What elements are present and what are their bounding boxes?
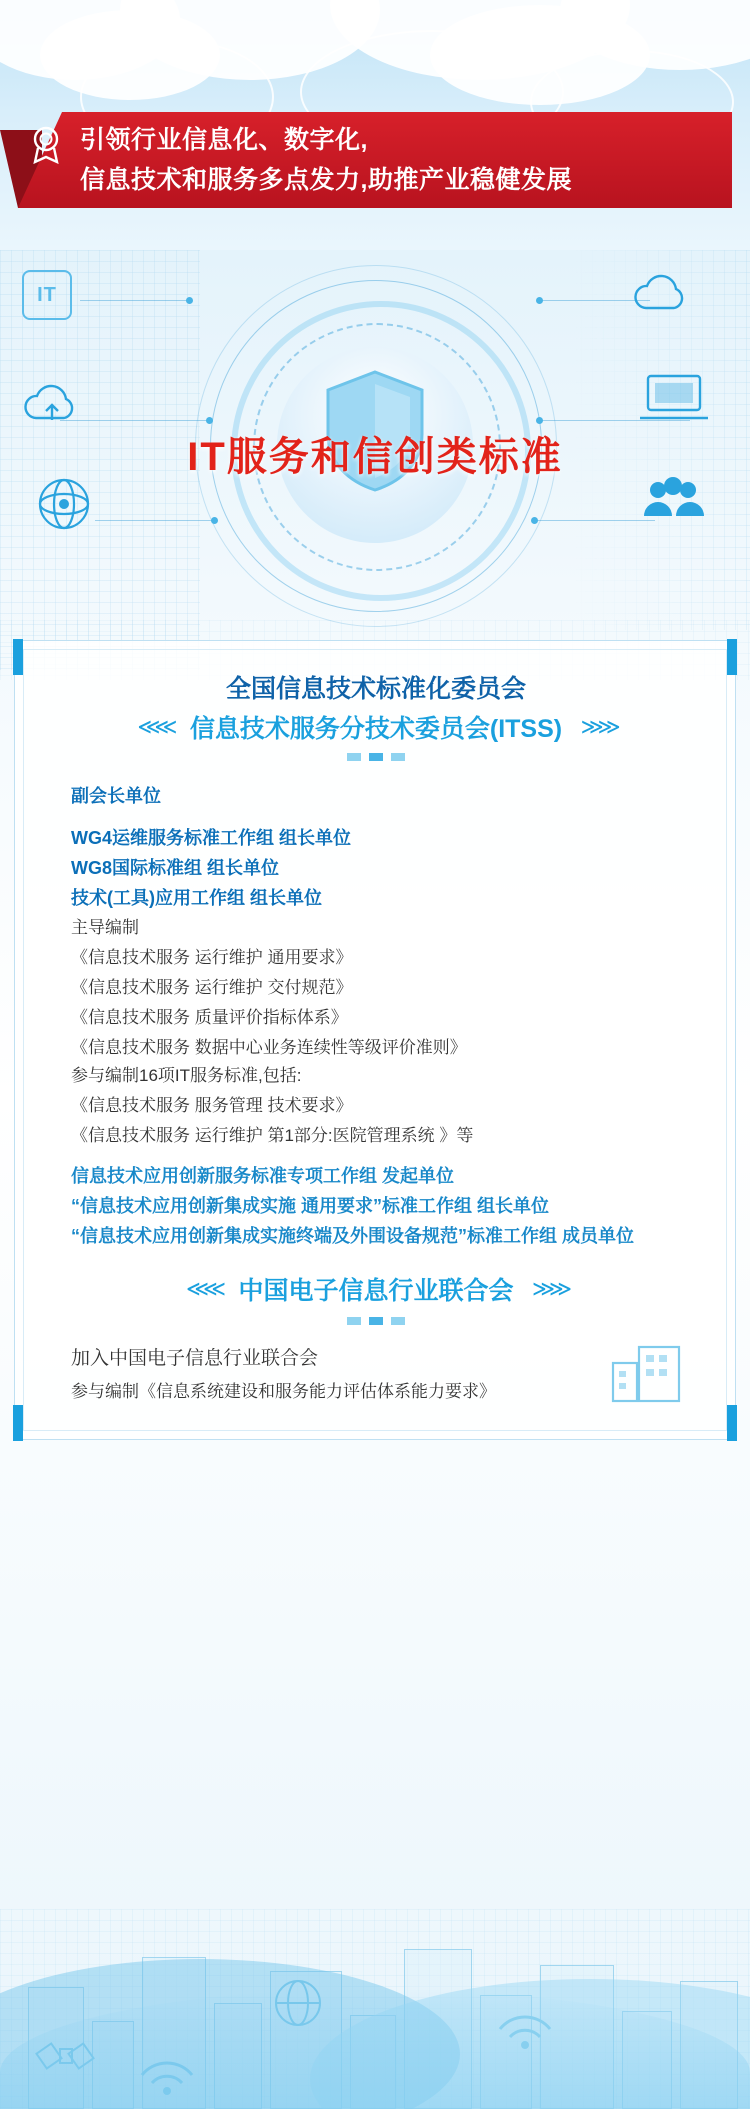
standard-item: 《信息技术服务 运行维护 通用要求》 xyxy=(71,948,353,967)
chevron-right-icon: ≫≫ xyxy=(531,1276,567,1301)
connector-node xyxy=(186,297,193,304)
participate-block xyxy=(71,1061,691,1151)
role-item: WG4运维服务标准工作组 组长单位 xyxy=(71,828,352,848)
spacer xyxy=(71,811,691,823)
connector-node xyxy=(536,417,543,424)
divider-square xyxy=(347,1317,361,1325)
ribbon-seal-icon xyxy=(26,124,66,164)
standard-item: 《信息技术服务 运行维护 交付规范》 xyxy=(71,978,353,997)
connector-line xyxy=(80,300,190,301)
headline-text xyxy=(80,120,720,200)
connector-line xyxy=(95,520,215,521)
organization-subtitle: 信息技术服务分技术委员会(ITSS) xyxy=(189,715,563,743)
standard-item: 《信息技术服务 服务管理 技术要求》 xyxy=(71,1096,353,1115)
square-divider xyxy=(15,753,737,761)
chevron-right-icon: ≫≫ xyxy=(580,714,615,739)
section2-items-block xyxy=(71,1341,691,1407)
connector-node xyxy=(536,297,543,304)
square-divider xyxy=(15,1317,737,1325)
chevron-left-icon: ≪≪ xyxy=(185,1276,221,1301)
standard-item: 《信息技术服务 运行维护 第1部分:医院管理系统 》等 xyxy=(71,1126,474,1145)
participate-label: 参与编制16项IT服务标准,包括: xyxy=(71,1066,302,1085)
divider-square xyxy=(391,753,405,761)
hero-graphic xyxy=(0,250,750,650)
section2-item: 加入中国电子信息行业联合会 xyxy=(71,1348,319,1369)
roles-block xyxy=(71,781,691,913)
hero-title: IT服务和信创类标准 xyxy=(187,435,563,479)
laptop-icon xyxy=(636,368,712,428)
role-item: 副会长单位 xyxy=(71,786,161,806)
headline-ribbon xyxy=(0,112,750,208)
divider-square xyxy=(347,753,361,761)
headline-line-2: 信息技术和服务多点发力,助推产业稳健发展 xyxy=(80,166,572,194)
connector-node xyxy=(531,517,538,524)
xinchuang-block xyxy=(71,1161,691,1251)
it-badge: IT xyxy=(22,270,72,320)
section2-title: 中国电子信息行业联合会 xyxy=(238,1277,514,1305)
card-corner-accent xyxy=(13,1405,23,1441)
section2-title-row xyxy=(15,1271,737,1307)
role-item: WG8国际标准组 组长单位 xyxy=(71,858,280,878)
section2-item: 参与编制《信息系统建设和服务能力评估体系能力要求》 xyxy=(71,1382,496,1401)
organization-title: 全国信息技术标准化委员会 xyxy=(225,675,526,703)
standard-item: 《信息技术服务 质量评价指标体系》 xyxy=(71,1008,348,1027)
connector-node xyxy=(211,517,218,524)
city-silhouette xyxy=(0,1809,750,2109)
standard-item: 《信息技术服务 数据中心业务连续性等级评价准则》 xyxy=(71,1038,467,1057)
lead-standards-block xyxy=(71,913,691,1063)
content-card xyxy=(14,640,736,1440)
headline-line-1: 引领行业信息化、数字化, xyxy=(80,126,368,154)
xinchuang-item: “信息技术应用创新集成实施终端及外围设备规范”标准工作组 成员单位 xyxy=(71,1226,634,1246)
divider-square xyxy=(369,1317,383,1325)
xinchuang-item: “信息技术应用创新集成实施 通用要求”标准工作组 组长单位 xyxy=(71,1196,549,1216)
cloud-icon xyxy=(630,268,694,316)
chevron-left-icon: ≪≪ xyxy=(137,714,172,739)
lead-label: 主导编制 xyxy=(71,918,139,937)
connector-node xyxy=(206,417,213,424)
role-item: 技术(工具)应用工作组 组长单位 xyxy=(71,888,322,908)
card-corner-accent xyxy=(727,1405,737,1441)
divider-square xyxy=(369,753,383,761)
divider-square xyxy=(391,1317,405,1325)
building-icon xyxy=(609,1341,683,1403)
organization-subtitle-row xyxy=(15,709,737,745)
xinchuang-item: 信息技术应用创新服务标准专项工作组 发起单位 xyxy=(71,1166,454,1186)
